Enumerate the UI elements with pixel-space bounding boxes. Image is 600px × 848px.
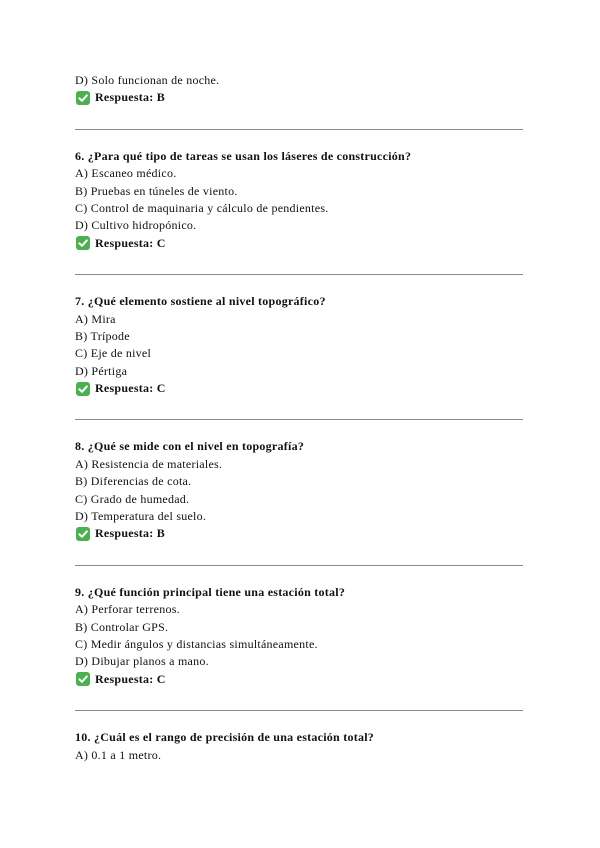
answer-text: Respuesta: B — [95, 90, 166, 105]
question-7 — [75, 275, 523, 397]
check-mark-button-icon — [76, 236, 90, 250]
answer-text: Respuesta: C — [95, 381, 166, 396]
answer-line — [75, 235, 523, 252]
option-d: D) Temperatura del suelo. — [75, 509, 207, 524]
option-a: A) 0.1 a 1 metro. — [75, 747, 162, 762]
check-mark-button-icon — [76, 91, 90, 105]
answer-text: Respuesta: C — [95, 671, 166, 686]
answer-line — [75, 380, 523, 397]
question-title: 8. ¿Qué se mide con el nivel en topografía? — [75, 439, 305, 454]
option-c: C) Control de maquinaria y cálculo de pendientes. — [75, 200, 329, 215]
option-b: B) Trípode — [75, 328, 130, 343]
answer-line — [75, 525, 523, 542]
answer-line — [75, 89, 523, 106]
option-a: A) Escaneo médico. — [75, 166, 177, 181]
question-10 — [75, 711, 523, 764]
prev-question-tail — [75, 72, 523, 107]
check-mark-button-icon — [76, 382, 90, 396]
answer-text: Respuesta: B — [95, 526, 166, 541]
option-b: B) Controlar GPS. — [75, 619, 169, 634]
question-title: 6. ¿Para qué tipo de tareas se usan los láseres de construcción? — [75, 148, 412, 163]
answer-text: Respuesta: C — [95, 235, 166, 250]
option-d: D) Cultivo hidropónico. — [75, 218, 197, 233]
question-6 — [75, 130, 523, 252]
question-8 — [75, 420, 523, 542]
option-c: C) Grado de humedad. — [75, 491, 190, 506]
question-9 — [75, 566, 523, 688]
option-c: C) Eje de nivel — [75, 346, 152, 361]
question-title: 10. ¿Cuál es el rango de precisión de una estación total? — [75, 730, 375, 745]
option-a: A) Mira — [75, 311, 116, 326]
option-d: D) Solo funcionan de noche. — [75, 73, 220, 87]
check-mark-button-icon — [76, 527, 90, 541]
answer-line — [75, 671, 523, 688]
option-b: B) Diferencias de cota. — [75, 474, 192, 489]
question-title: 9. ¿Qué función principal tiene una estación total? — [75, 584, 346, 599]
option-d: D) Dibujar planos a mano. — [75, 654, 209, 669]
check-mark-button-icon — [76, 672, 90, 686]
option-d: D) Pértiga — [75, 363, 128, 378]
option-c: C) Medir ángulos y distancias simultáneamente. — [75, 636, 318, 651]
question-title: 7. ¿Qué elemento sostiene al nivel topográfico? — [75, 294, 326, 309]
option-b: B) Pruebas en túneles de viento. — [75, 183, 238, 198]
option-a: A) Perforar terrenos. — [75, 602, 180, 617]
option-a: A) Resistencia de materiales. — [75, 456, 223, 471]
